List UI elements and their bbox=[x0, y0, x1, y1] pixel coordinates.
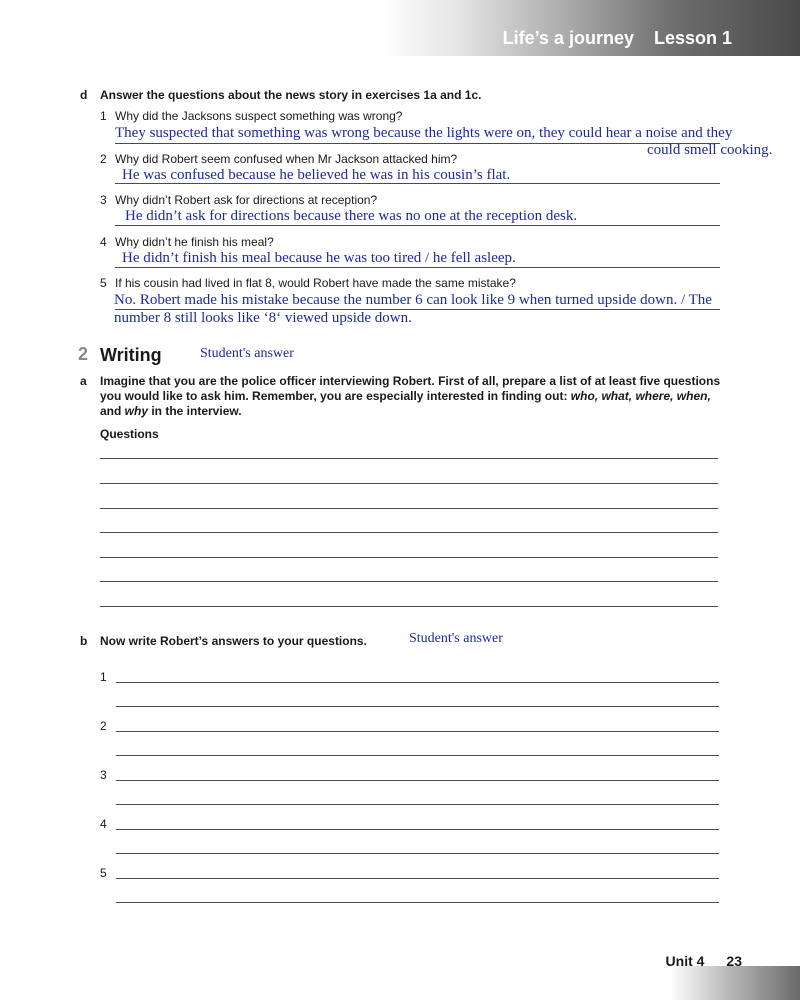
answer-5-line-2: number 8 still looks like ‘8‘ viewed upside down. bbox=[114, 310, 412, 326]
answer-4-rule bbox=[115, 267, 720, 268]
answer-number-5: 5 bbox=[100, 866, 107, 880]
question-writing-line[interactable] bbox=[100, 581, 718, 582]
footer-band bbox=[670, 966, 800, 1000]
answer-3-rule bbox=[115, 225, 720, 226]
question-writing-line[interactable] bbox=[100, 532, 718, 533]
question-writing-line[interactable] bbox=[100, 508, 718, 509]
footer-unit: Unit 4 bbox=[665, 953, 705, 969]
writing-b-letter: b bbox=[80, 634, 88, 648]
question-5-number: 5 bbox=[100, 276, 107, 290]
header-title: Life’s a journey bbox=[502, 28, 634, 48]
writing-a-instruction-line-3: and why in the interview. bbox=[100, 404, 242, 418]
page-footer bbox=[666, 953, 742, 969]
question-3-text: Why didn’t Robert ask for directions at reception? bbox=[115, 193, 378, 207]
header-lesson: Lesson 1 bbox=[653, 28, 732, 48]
answer-5-line-1: No. Robert made his mistake because the number 6 can look like 9 when turned upside down. / The bbox=[114, 292, 712, 308]
writing-b-instruction: Now write Robert’s answers to your questions. bbox=[100, 634, 367, 648]
writing-b-student-note: Student's answer bbox=[409, 631, 503, 646]
exercise-d-letter: d bbox=[80, 88, 88, 102]
answer-1-line-2: could smell cooking. bbox=[647, 142, 773, 158]
question-4-number: 4 bbox=[100, 235, 107, 249]
answer-2-line-1: He was confused because he believed he was in his cousin’s flat. bbox=[122, 167, 511, 183]
questions-label: Questions bbox=[100, 427, 159, 441]
answer-number-3: 3 bbox=[100, 768, 107, 782]
writing-student-note: Student's answer bbox=[200, 346, 294, 361]
writing-a-instruction-line-1: Imagine that you are the police officer interviewing Robert. First of all, prepare a list of at least five questions bbox=[100, 374, 721, 388]
question-writing-line[interactable] bbox=[100, 483, 718, 484]
answer-writing-line[interactable] bbox=[116, 731, 719, 732]
section-number: 2 bbox=[78, 344, 89, 364]
question-3-number: 3 bbox=[100, 193, 107, 207]
page-header bbox=[503, 28, 732, 49]
answer-number-1: 1 bbox=[100, 670, 107, 684]
answer-1-line-1: They suspected that something was wrong because the lights were on, they could hear a noise and they bbox=[115, 125, 733, 141]
writing-a-instruction-line-2: you would like to ask him. Remember, you are especially interested in finding out: who, what, where, when, bbox=[100, 389, 711, 403]
answer-writing-line[interactable] bbox=[116, 682, 719, 683]
exercise-d-instruction: Answer the questions about the news story in exercises 1a and 1c. bbox=[100, 88, 482, 102]
section-title: Writing bbox=[100, 345, 162, 365]
answer-writing-line[interactable] bbox=[116, 755, 719, 756]
answer-writing-line[interactable] bbox=[116, 853, 719, 854]
answer-writing-line[interactable] bbox=[116, 878, 719, 879]
answer-3-line-1: He didn’t ask for directions because there was no one at the reception desk. bbox=[125, 208, 578, 224]
question-writing-line[interactable] bbox=[100, 458, 718, 459]
question-writing-line[interactable] bbox=[100, 557, 718, 558]
question-4-text: Why didn’t he finish his meal? bbox=[115, 235, 274, 249]
answer-number-4: 4 bbox=[100, 817, 107, 831]
question-5-text: If his cousin had lived in flat 8, would Robert have made the same mistake? bbox=[115, 276, 516, 290]
answer-number-2: 2 bbox=[100, 719, 107, 733]
answer-4-line-1: He didn’t finish his meal because he was too tired / he fell asleep. bbox=[122, 250, 516, 266]
question-2-text: Why did Robert seem confused when Mr Jackson attacked him? bbox=[115, 152, 458, 166]
answer-writing-line[interactable] bbox=[116, 780, 719, 781]
answer-writing-line[interactable] bbox=[116, 902, 719, 903]
question-1-text: Why did the Jacksons suspect something was wrong? bbox=[115, 109, 403, 123]
question-2-number: 2 bbox=[100, 152, 107, 166]
question-writing-line[interactable] bbox=[100, 606, 718, 607]
writing-a-instruction bbox=[100, 374, 740, 419]
answer-writing-line[interactable] bbox=[116, 804, 719, 805]
answer-writing-line[interactable] bbox=[116, 706, 719, 707]
answer-2-rule bbox=[115, 183, 720, 184]
page-number: 23 bbox=[726, 953, 742, 969]
writing-a-letter: a bbox=[80, 374, 87, 388]
question-1-number: 1 bbox=[100, 109, 107, 123]
answer-writing-line[interactable] bbox=[116, 829, 719, 830]
answer-1-rule bbox=[115, 143, 720, 144]
